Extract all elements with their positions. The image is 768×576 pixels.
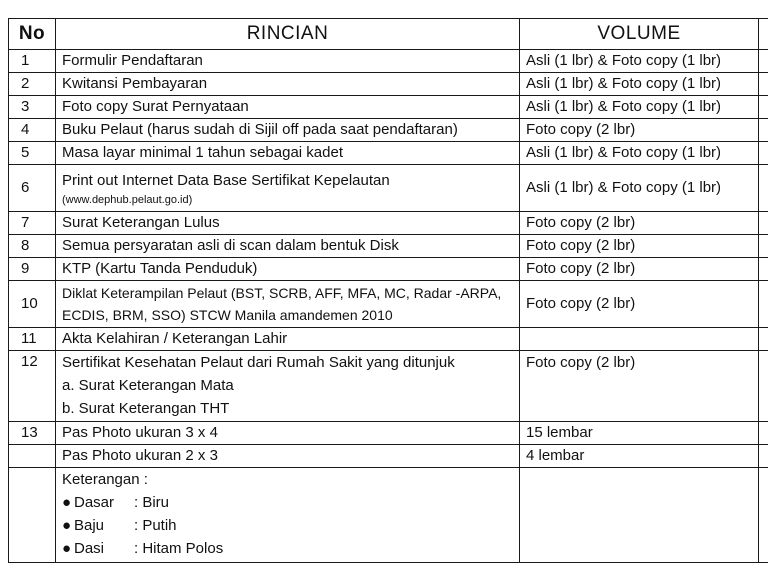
row-rincian-main: Print out Internet Data Base Sertifikat Kepelautan [62, 171, 390, 189]
row-volume: Foto copy (2 lbr) [520, 235, 759, 258]
row-no: 5 [9, 142, 56, 165]
row-rincian: Surat Keterangan Lulus [56, 212, 520, 235]
row-rincian: Semua persyaratan asli di scan dalam bentuk Disk [56, 235, 520, 258]
row-volume [520, 328, 759, 351]
row-rincian: Akta Kelahiran / Keterangan Lahir [56, 328, 520, 351]
bullet-icon: ● [62, 517, 72, 534]
row-rincian: Formulir Pendaftaran [56, 50, 520, 73]
row-rincian: Masa layar minimal 1 tahun sebagai kadet [56, 142, 520, 165]
row-rincian [56, 165, 520, 212]
keterangan-cell [56, 468, 520, 563]
bullet-icon: ● [62, 540, 72, 557]
row-volume: Asli (1 lbr) & Foto copy (1 lbr) [520, 165, 759, 212]
row-rincian: Kwitansi Pembayaran [56, 73, 520, 96]
keterangan-value: : Biru [134, 494, 170, 511]
header-no: No [9, 19, 56, 50]
keterangan-label: Dasi [74, 540, 105, 557]
row-no: 1 [9, 50, 56, 73]
row-volume: Foto copy (2 lbr) [520, 258, 759, 281]
keterangan-value: : Hitam Polos [134, 540, 224, 557]
row-rincian: KTP (Kartu Tanda Penduduk) [56, 258, 520, 281]
table-row [9, 258, 768, 281]
requirements-table [8, 18, 768, 563]
table-header-row [9, 19, 768, 50]
row-volume: Asli (1 lbr) & Foto copy (1 lbr) [520, 96, 759, 119]
table-row [9, 351, 768, 422]
row-no: 12 [9, 351, 56, 422]
row-rincian-sub-b: b. Surat Keterangan THT [62, 400, 230, 417]
row-volume: Foto copy (2 lbr) [520, 212, 759, 235]
header-volume: VOLUME [520, 19, 759, 50]
table-row [9, 165, 768, 212]
row-volume: Foto copy (2 lbr) [520, 281, 759, 328]
row-no: 7 [9, 212, 56, 235]
keterangan-item [62, 491, 513, 514]
keterangan-item [62, 537, 513, 560]
row-no: 6 [9, 165, 56, 212]
row-rincian [56, 281, 520, 328]
table-row [9, 142, 768, 165]
row-volume: Asli (1 lbr) & Foto copy (1 lbr) [520, 142, 759, 165]
row-no: 8 [9, 235, 56, 258]
table-row [9, 119, 768, 142]
keterangan-row [9, 468, 768, 563]
keterangan-value: : Putih [134, 517, 177, 534]
table-row [9, 445, 768, 468]
row-no: 9 [9, 258, 56, 281]
row-volume: Foto copy (2 lbr) [520, 351, 759, 422]
table-row [9, 328, 768, 351]
row-no: 10 [9, 281, 56, 328]
row-no: 13 [9, 422, 56, 445]
row-rincian [56, 351, 520, 422]
table-row [9, 422, 768, 445]
row-no: 4 [9, 119, 56, 142]
row-no: 2 [9, 73, 56, 96]
row-no: 3 [9, 96, 56, 119]
keterangan-title: Keterangan : [62, 471, 148, 488]
row-rincian-main: Sertifikat Kesehatan Pelaut dari Rumah Sakit yang ditunjuk [62, 354, 455, 371]
header-extra [759, 19, 768, 50]
row-rincian-sub-a: a. Surat Keterangan Mata [62, 377, 234, 394]
row-no [9, 445, 56, 468]
row-rincian-url: (www.dephub.pelaut.go.id) [62, 193, 193, 206]
row-rincian: Pas Photo ukuran 2 x 3 [56, 445, 520, 468]
table-row [9, 73, 768, 96]
row-rincian: Pas Photo ukuran 3 x 4 [56, 422, 520, 445]
table-row [9, 281, 768, 328]
table-row [9, 212, 768, 235]
row-volume: Asli (1 lbr) & Foto copy (1 lbr) [520, 73, 759, 96]
keterangan-item [62, 514, 513, 537]
table-row [9, 235, 768, 258]
header-rincian: RINCIAN [56, 19, 520, 50]
row-volume: 15 lembar [520, 422, 759, 445]
row-rincian-line1: Diklat Keterampilan Pelaut (BST, SCRB, AFF, MFA, MC, Radar -ARPA, [62, 285, 502, 301]
row-volume: 4 lembar [520, 445, 759, 468]
row-rincian-line2: ECDIS, BRM, SSO) STCW Manila amandemen 2010 [62, 307, 393, 323]
bullet-icon: ● [62, 494, 72, 511]
row-volume: Foto copy (2 lbr) [520, 119, 759, 142]
row-rincian: Buku Pelaut (harus sudah di Sijil off pada saat pendaftaran) [56, 119, 520, 142]
row-no: 11 [9, 328, 56, 351]
row-rincian: Foto copy Surat Pernyataan [56, 96, 520, 119]
keterangan-label: Dasar [74, 494, 115, 511]
table-row [9, 50, 768, 73]
table-row [9, 96, 768, 119]
keterangan-label: Baju [74, 517, 105, 534]
row-volume: Asli (1 lbr) & Foto copy (1 lbr) [520, 50, 759, 73]
